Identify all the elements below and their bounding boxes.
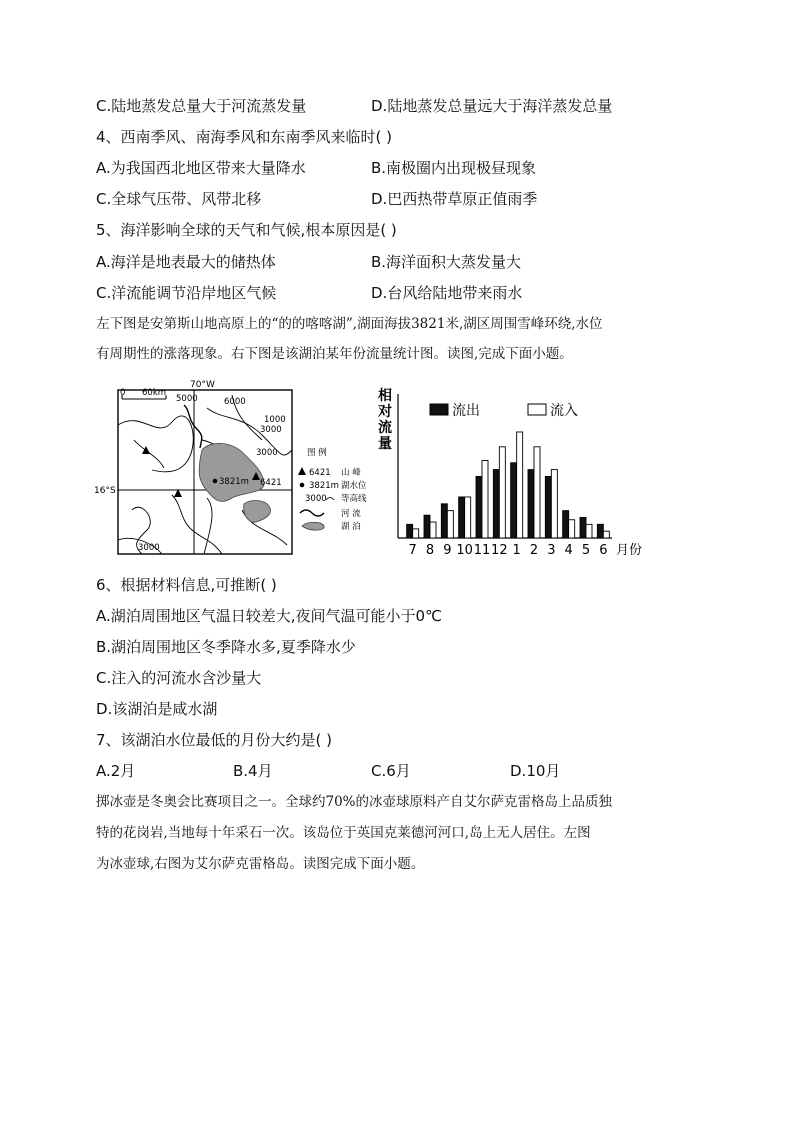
x-tick-label: 12 — [491, 543, 508, 558]
legend-label: 流入 — [550, 403, 578, 419]
lake-level-dot-icon — [213, 479, 218, 484]
bar-outflow — [424, 515, 430, 538]
q3-option-d: D.陆地蒸发总量远大于海洋蒸发总量 — [371, 97, 613, 115]
legend-text: 湖水位 — [341, 481, 367, 491]
scale-label: 60km — [142, 388, 167, 398]
contour-label: 3000 — [260, 425, 282, 435]
legend-value: 6421 — [309, 468, 331, 478]
bar-inflow — [482, 460, 488, 538]
legend-title: 图 例 — [307, 448, 327, 458]
legend-value: 3000 — [305, 494, 327, 504]
bar-inflow — [603, 531, 609, 538]
contour-label: 5000 — [176, 394, 198, 404]
bar-outflow — [459, 497, 465, 538]
flow-bar-chart — [370, 384, 650, 562]
bar-inflow — [534, 447, 540, 538]
legend-text: 山 峰 — [341, 468, 361, 478]
dot-icon — [300, 483, 305, 488]
x-tick-label: 5 — [581, 543, 591, 558]
material-2-line-2: 特的花岗岩,当地每十年采石一次。该岛位于英国克莱德河河口,岛上无人居住。左图 — [96, 825, 591, 841]
legend-text: 湖 泊 — [341, 522, 361, 532]
material-1-line-1: 左下图是安第斯山地高原上的“的的喀喀湖”,湖面海拔3821米,湖区周围雪峰环绕,水位 — [96, 316, 603, 332]
y-axis-label: 对 — [378, 404, 392, 420]
q7-option-b: B.4月 — [233, 762, 273, 780]
x-tick-label: 6 — [599, 543, 608, 558]
legend-text: 河 流 — [341, 509, 361, 519]
legend-swatch — [430, 404, 448, 415]
bar-inflow — [569, 520, 575, 538]
latitude-label: 16°S — [94, 486, 116, 496]
q4-option-d: D.巴西热带草原正值雨季 — [371, 190, 538, 208]
material-1-line-2: 有周期性的涨落现象。右下图是该湖泊某年份流量统计图。读图,完成下面小题。 — [96, 346, 573, 362]
lake-level-label: 3821m — [219, 477, 249, 487]
contour-label: 3000 — [138, 543, 160, 553]
bar-inflow — [517, 432, 523, 538]
q5-option-c: C.洋流能调节沿岸地区气候 — [96, 284, 277, 302]
bar-outflow — [511, 463, 517, 538]
x-tick-label: 11 — [473, 543, 491, 558]
triangle-icon — [298, 467, 306, 475]
lake-icon — [302, 522, 324, 530]
bar-outflow — [407, 524, 413, 538]
bar-inflow — [551, 470, 557, 538]
bar-outflow — [545, 476, 551, 538]
bar-inflow — [499, 447, 505, 538]
contour-icon — [326, 498, 334, 501]
q3-option-c: C.陆地蒸发总量大于河流蒸发量 — [96, 97, 307, 115]
bar-inflow — [465, 497, 471, 538]
peak-elevation: 6421 — [260, 478, 282, 488]
q6-option-d: D.该湖泊是咸水湖 — [96, 700, 218, 718]
question-5: 5、海洋影响全球的天气和气候,根本原因是( ) — [96, 221, 397, 239]
q5-option-d: D.台风给陆地带来雨水 — [371, 284, 523, 302]
bar-inflow — [447, 511, 453, 538]
question-7: 7、该湖泊水位最低的月份大约是( ) — [96, 731, 333, 749]
q6-option-a: A.湖泊周围地区气温日较差大,夜间气温可能小于0℃ — [96, 607, 442, 625]
material-2-line-3: 为冰壶球,右图为艾尔萨克雷格岛。读图完成下面小题。 — [96, 856, 425, 872]
x-tick-label: 4 — [564, 543, 573, 558]
q7-option-a: A.2月 — [96, 762, 136, 780]
material-2-line-1: 掷冰壶是冬奥会比赛项目之一。全球约70%的冰壶球原料产自艾尔萨克雷格岛上品质独 — [96, 794, 613, 810]
bar-inflow — [586, 524, 592, 538]
bar-outflow — [563, 511, 569, 538]
x-tick-label: 1 — [512, 543, 521, 558]
q4-option-b: B.南极圈内出现极昼现象 — [371, 159, 537, 177]
x-tick-label: 2 — [529, 543, 539, 558]
bar-outflow — [493, 470, 499, 538]
question-6: 6、根据材料信息,可推断( ) — [96, 576, 277, 594]
q6-option-c: C.注入的河流水含沙量大 — [96, 669, 262, 687]
x-tick-label: 3 — [547, 543, 556, 558]
bar-inflow — [413, 529, 419, 538]
q4-option-c: C.全球气压带、风带北移 — [96, 190, 262, 208]
river-icon — [300, 510, 324, 516]
y-axis-label: 量 — [378, 436, 392, 452]
bar-outflow — [441, 504, 447, 538]
legend-label: 流出 — [452, 403, 480, 419]
bar-inflow — [430, 522, 436, 538]
legend-swatch — [528, 404, 546, 415]
q5-option-b: B.海洋面积大蒸发量大 — [371, 253, 522, 271]
bar-outflow — [476, 476, 482, 538]
q5-option-a: A.海洋是地表最大的储热体 — [96, 253, 276, 271]
longitude-label: 70°W — [190, 380, 215, 390]
legend-text: 等高线 — [341, 494, 367, 504]
q7-option-c: C.6月 — [371, 762, 411, 780]
q6-option-b: B.湖泊周围地区冬季降水多,夏季降水少 — [96, 638, 356, 656]
legend-value: 3821m — [309, 481, 339, 491]
bar-outflow — [597, 524, 603, 538]
x-tick-label: 10 — [456, 543, 473, 558]
scale-zero: 0 — [120, 388, 126, 398]
y-axis-label: 流 — [378, 420, 392, 436]
lake-map — [94, 380, 372, 558]
x-axis-label: 月份 — [616, 543, 643, 558]
x-tick-label: 9 — [443, 543, 452, 558]
y-axis-label: 相 — [378, 388, 392, 404]
x-tick-label: 7 — [408, 543, 417, 558]
contour-label: 1000 — [264, 415, 286, 425]
q7-option-d: D.10月 — [510, 762, 561, 780]
x-tick-label: 8 — [425, 543, 435, 558]
contour-label: 3000 — [256, 448, 278, 458]
bar-outflow — [580, 517, 586, 538]
q4-option-a: A.为我国西北地区带来大量降水 — [96, 159, 306, 177]
bar-outflow — [528, 470, 534, 538]
question-4: 4、西南季风、南海季风和东南季风来临时( ) — [96, 128, 393, 146]
contour-label: 6000 — [224, 397, 246, 407]
